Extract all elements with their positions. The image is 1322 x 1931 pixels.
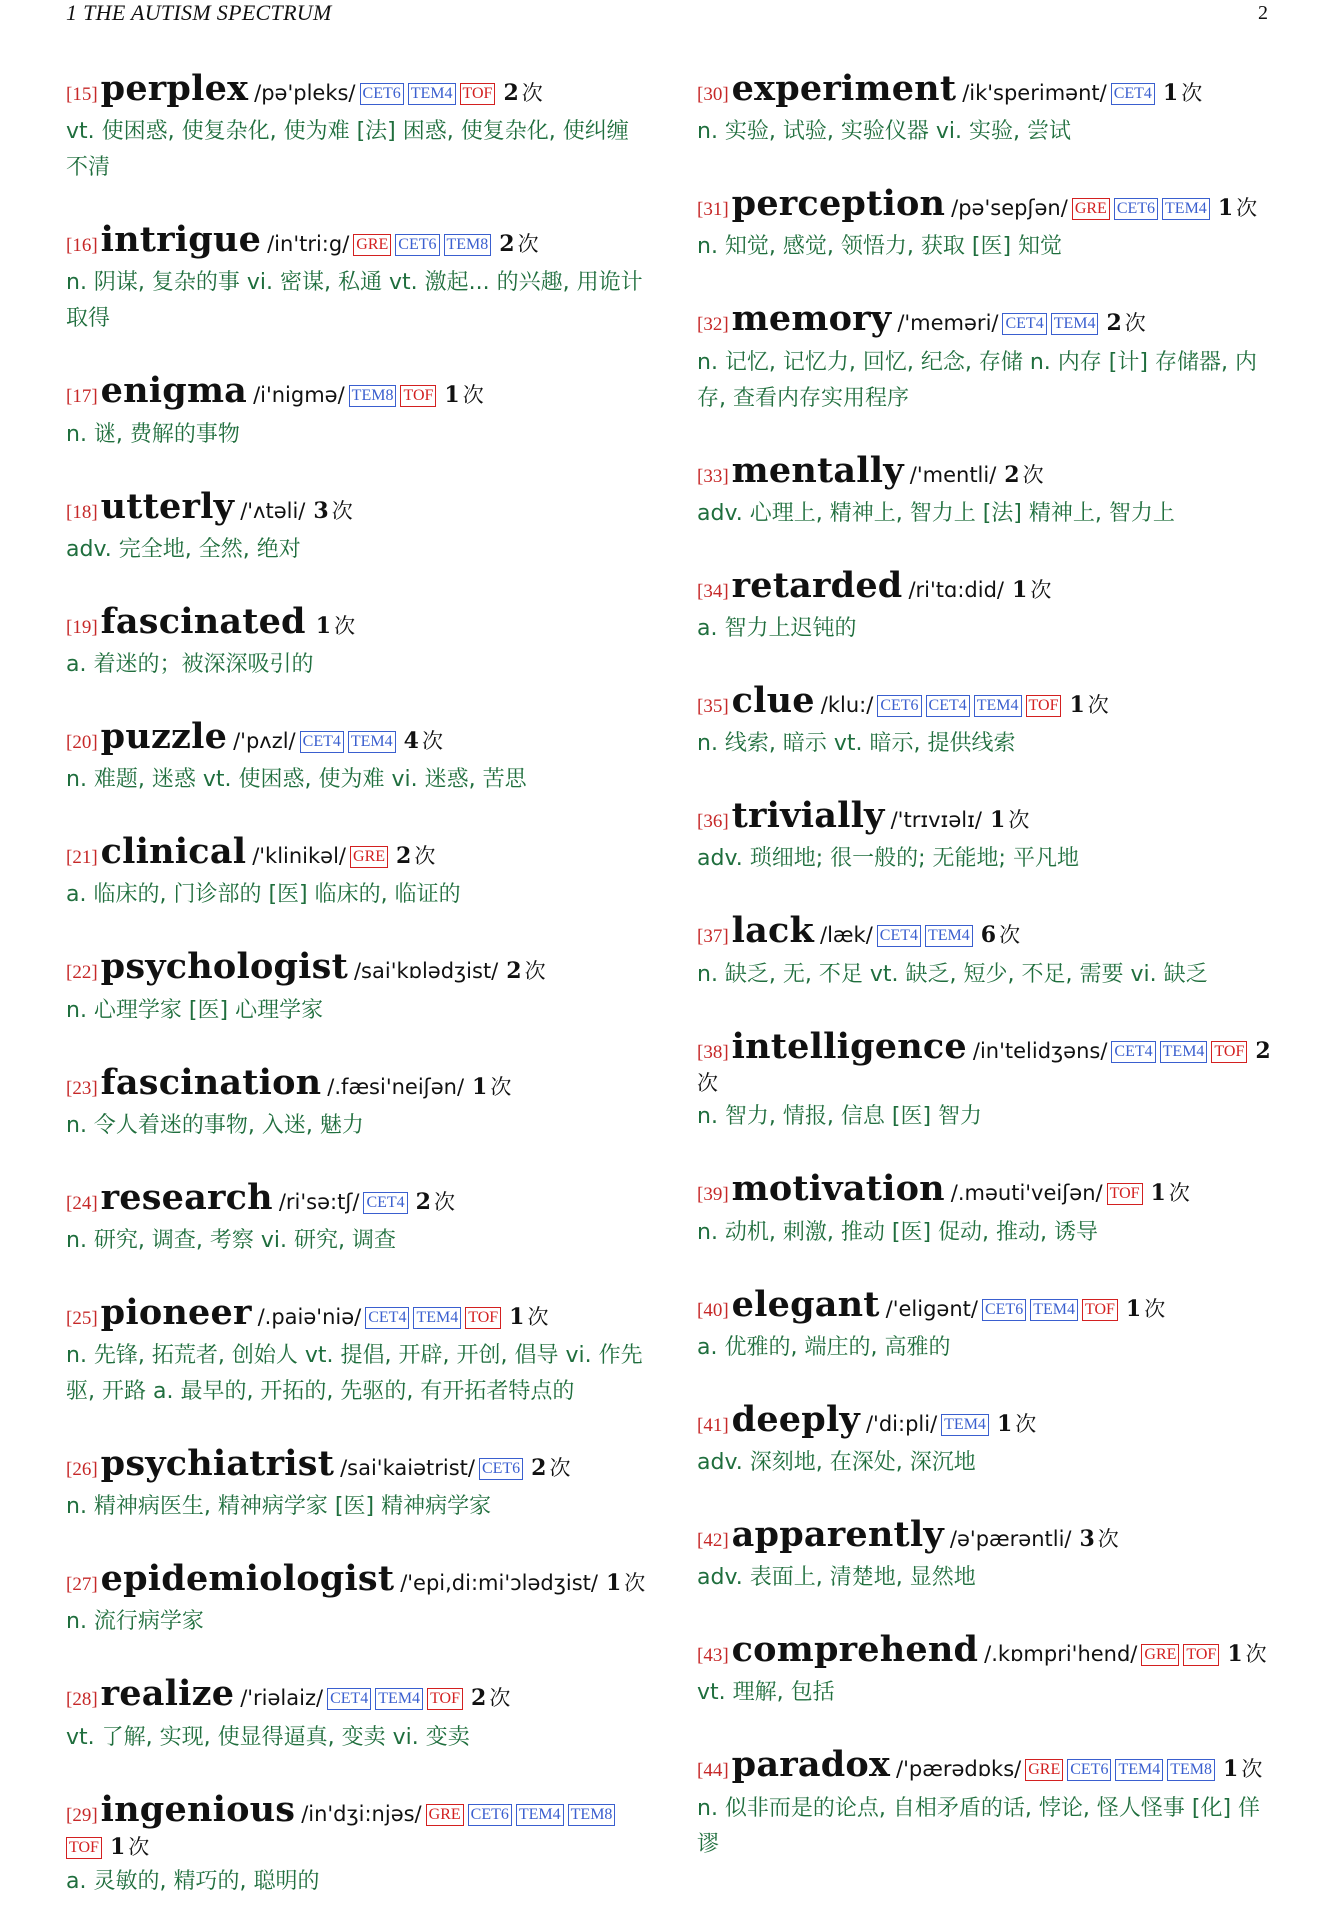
exam-tag: TOF [1211,1041,1247,1063]
frequency-unit: 次 [527,1304,549,1329]
exam-tag: TOF [427,1688,463,1710]
definition: vt. 了解, 实现, 使显得逼真, 变卖 vi. 变卖 [66,1724,470,1750]
exam-tag: TEM4 [348,731,396,753]
exam-tag: TEM4 [974,695,1022,717]
pronunciation: /'eligənt/ [885,1296,978,1321]
exam-tag: TEM8 [568,1804,616,1826]
entry-number: [32] [697,314,729,336]
entry-number: [29] [66,1804,98,1826]
definition: n. 线索, 暗示 vt. 暗示, 提供线索 [697,731,1016,757]
headword: fascinated [100,600,306,642]
pronunciation: /in'tri:g/ [267,232,350,257]
headword: deeply [731,1398,860,1440]
headword: puzzle [100,715,228,757]
frequency-count: 2 [1106,310,1122,337]
entry-number: [34] [697,580,729,602]
vocab-entry [66,1787,646,1900]
entry-number: [40] [697,1299,729,1321]
entry-number: [30] [697,84,729,105]
frequency-count: 2 [471,1685,487,1712]
exam-tag: CET4 [300,731,344,753]
vocab-entry [66,1290,646,1410]
definition: adv. 琐细地; 很一般的; 无能地; 平凡地 [697,846,1079,872]
frequency-unit: 次 [517,232,539,257]
entry-number: [25] [66,1307,98,1329]
entry-headline [697,1282,1277,1328]
pronunciation: /.məuti'veiʃən/ [950,1181,1103,1206]
entry-number: [19] [66,616,98,638]
vocab-entry [66,1175,646,1259]
headword: memory [731,298,892,340]
definition: adv. 心理上, 精神上, 智力上 [法] 精神上, 智力上 [697,500,1175,526]
pronunciation: /'trɪvɪəlɪ/ [890,808,982,833]
entry-headline [697,793,1277,839]
exam-tag: GRE [1072,198,1110,220]
right-column [697,66,1277,1894]
frequency-count: 1 [1227,1641,1243,1668]
frequency-count: 1 [1012,576,1028,603]
frequency-count: 1 [1125,1295,1142,1322]
frequency-count: 1 [605,1570,622,1597]
entry-headline [66,714,646,760]
headword: epidemiologist [100,1558,395,1600]
exam-tag: TEM4 [1162,198,1210,220]
frequency-unit: 次 [1236,196,1258,221]
definition: adv. 表面上, 清楚地, 显然地 [697,1565,976,1591]
frequency-unit: 次 [1087,692,1109,717]
pronunciation: /sai'kaiətrist/ [340,1456,475,1481]
pronunciation: /klu:/ [820,692,874,717]
entry-headline [697,1627,1277,1673]
exam-tag: CET6 [468,1804,512,1826]
entry-headline [697,908,1277,954]
pronunciation: /in'telidʒəns/ [972,1038,1108,1063]
exam-tag: TEM4 [1030,1299,1078,1321]
frequency-count: 3 [313,497,329,524]
entry-headline [697,1512,1277,1558]
frequency-unit: 次 [128,1834,150,1859]
vocab-entry [697,1627,1277,1711]
exam-tag: GRE [426,1804,464,1826]
definition: adv. 深刻地, 在深处, 深沉地 [697,1449,976,1475]
pronunciation: /ə'pærəntli/ [949,1526,1072,1551]
vocab-entry [66,1441,646,1525]
definition: n. 缺乏, 无, 不足 vt. 缺乏, 短少, 不足, 需要 vi. 缺乏 [697,961,1208,987]
headword: utterly [100,485,235,527]
vocab-entry [66,368,646,452]
entry-number: [23] [66,1077,98,1099]
definition: n. 令人着迷的事物, 入迷, 魅力 [66,1112,364,1138]
pronunciation: /'ʌtəli/ [240,498,306,523]
definition: a. 优雅的, 端庄的, 高雅的 [697,1334,951,1360]
entry-number: [20] [66,731,98,753]
definition: n. 知觉, 感觉, 领悟力, 获取 [医] 知觉 [697,234,1063,260]
entry-headline [66,1556,646,1602]
entry-number: [36] [697,811,729,833]
entry-headline [697,1166,1277,1212]
entry-headline [66,66,646,112]
exam-tag: TEM4 [375,1688,423,1710]
definition: adv. 完全地, 全然, 绝对 [66,536,301,562]
headword: psychiatrist [100,1443,335,1485]
frequency-count: 3 [1079,1525,1095,1552]
frequency-unit: 次 [1030,577,1052,602]
frequency-count: 1 [444,382,460,409]
exam-tag: TOF [66,1837,102,1859]
frequency-unit: 次 [1245,1642,1267,1667]
entry-number: [43] [697,1645,729,1667]
definition: n. 精神病医生, 精神病学家 [医] 精神病学家 [66,1494,492,1520]
frequency-count: 1 [315,612,332,639]
frequency-unit: 次 [433,1189,455,1214]
vocab-entry [697,1397,1277,1481]
headword: intrigue [100,219,262,261]
vocab-entry [697,448,1277,532]
headword: lack [731,910,814,952]
vocab-entry [66,1060,646,1144]
headword: perception [731,183,946,225]
frequency-unit: 次 [1144,1296,1166,1321]
frequency-unit: 次 [624,1571,646,1596]
vocab-entry [66,484,646,568]
frequency-unit: 次 [697,1070,718,1095]
vocab-entry [697,1166,1277,1250]
pronunciation: /.paiə'niə/ [257,1304,362,1329]
frequency-count: 2 [531,1455,547,1482]
frequency-unit: 次 [1008,808,1030,833]
frequency-unit: 次 [524,959,546,984]
frequency-count: 1 [996,1410,1013,1437]
entry-number: [35] [697,695,729,717]
frequency-unit: 次 [490,1074,512,1099]
exam-tag: TEM4 [1051,313,1099,335]
exam-tag: CET6 [479,1458,523,1480]
definition: n. 流行病学家 [66,1609,204,1635]
frequency-count: 1 [509,1303,525,1330]
frequency-unit: 次 [489,1686,511,1711]
pronunciation: /'meməri/ [897,311,999,336]
exam-tag: TEM4 [941,1414,989,1436]
exam-tag: TOF [1082,1299,1118,1321]
headword: apparently [731,1513,944,1555]
headword: clue [731,679,815,721]
entry-headline [66,368,646,414]
entry-headline [66,1290,646,1336]
frequency-count: 1 [472,1073,488,1100]
frequency-unit: 次 [1241,1757,1263,1782]
entry-headline [697,66,1277,112]
vocab-entry [697,908,1277,992]
vocab-entry [66,1556,646,1640]
entry-headline [66,944,646,990]
headword: pioneer [100,1291,252,1333]
headword: ingenious [100,1788,296,1830]
definition: n. 似非而是的论点, 自相矛盾的话, 悖论, 怪人怪事 [化] 佯谬 [697,1795,1261,1857]
vocab-entry [697,1512,1277,1596]
running-head: 1 THE AUTISM SPECTRUM [66,0,332,25]
frequency-unit: 次 [1168,1181,1190,1206]
vocab-entry [697,793,1277,877]
exam-tag: GRE [353,234,391,256]
frequency-count: 2 [506,958,522,985]
vocab-entry [697,66,1277,150]
frequency-unit: 次 [999,923,1021,948]
frequency-count: 1 [1069,691,1085,718]
vocab-entry [697,678,1277,762]
exam-tag: TEM4 [408,83,456,105]
headword: perplex [100,68,249,109]
exam-tag: GRE [1141,1644,1179,1666]
frequency-unit: 次 [1097,1526,1119,1551]
frequency-unit: 次 [421,728,443,753]
vocab-entry [66,944,646,1028]
headword: elegant [731,1283,880,1325]
headword: fascination [100,1061,322,1103]
exam-tag: TEM4 [516,1804,564,1826]
exam-tag: CET4 [327,1688,371,1710]
vocab-entry [697,1742,1277,1862]
entry-headline [697,563,1277,609]
pronunciation: /pə'pleks/ [254,81,356,105]
pronunciation: /ik'sperimənt/ [962,81,1107,105]
definition: n. 实验, 试验, 实验仪器 vi. 实验, 尝试 [697,119,1072,145]
headword: research [100,1176,273,1218]
exam-tag: GRE [350,846,388,868]
pronunciation: /'mentli/ [909,462,997,487]
frequency-unit: 次 [1015,1411,1037,1436]
entry-headline [66,1175,646,1221]
exam-tag: CET4 [1111,1041,1155,1063]
frequency-unit: 次 [1181,81,1203,105]
entry-number: [42] [697,1529,729,1551]
frequency-count: 2 [1004,461,1020,488]
entry-number: [41] [697,1414,729,1436]
vocab-entry [66,1671,646,1755]
pronunciation: /læk/ [820,923,873,948]
headword: clinical [100,831,247,873]
entry-headline [697,678,1277,724]
frequency-count: 2 [415,1188,431,1215]
exam-tag: CET6 [395,234,439,256]
definition: a. 临床的, 门诊部的 [医] 临床的, 临证的 [66,882,461,908]
definition: a. 智力上迟钝的 [697,615,857,641]
pronunciation: /ri'tɑ:did/ [908,577,1004,602]
entry-headline [66,1060,646,1106]
exam-tag: CET6 [1067,1759,1111,1781]
definition: n. 谜, 费解的事物 [66,421,240,447]
exam-tag: TOF [1183,1644,1219,1666]
entry-number: [21] [66,847,98,869]
vocab-entry [66,66,646,186]
frequency-count: 4 [403,727,419,754]
vocab-entry [697,563,1277,647]
entry-number: [37] [697,926,729,948]
entry-number: [38] [697,1041,729,1063]
frequency-unit: 次 [334,613,356,638]
vocab-entry [697,1282,1277,1366]
frequency-count: 2 [396,843,412,870]
vocab-entry [66,599,646,683]
headword: psychologist [100,946,348,988]
entry-number: [39] [697,1184,729,1206]
entry-number: [27] [66,1574,98,1596]
exam-tag: CET4 [926,695,970,717]
frequency-count: 1 [1162,80,1179,106]
page-number: 2 [1258,2,1268,24]
definition: vt. 理解, 包括 [697,1680,835,1706]
exam-tag: TEM4 [1160,1041,1208,1063]
frequency-unit: 次 [1022,462,1044,487]
exam-tag: CET6 [877,695,921,717]
pronunciation: /'pærədɒks/ [896,1757,1022,1782]
exam-tag: GRE [1025,1759,1063,1781]
entry-headline [66,829,646,875]
frequency-unit: 次 [331,498,353,523]
exam-tag: CET6 [1114,198,1158,220]
exam-tag: TEM8 [349,385,397,407]
left-column [66,66,646,1931]
exam-tag: CET4 [363,1192,407,1214]
exam-tag: TEM4 [925,925,973,947]
exam-tag: TOF [460,83,496,105]
entry-headline [66,1787,646,1862]
entry-number: [33] [697,465,729,487]
frequency-count: 6 [980,922,997,949]
pronunciation: /'epi,di:mi'ɔlədʒist/ [400,1571,598,1596]
definition: n. 难题, 迷惑 vt. 使困惑, 使为难 vi. 迷惑, 苦思 [66,767,527,793]
entry-number: [17] [66,386,98,408]
exam-tag: TEM8 [1167,1759,1215,1781]
headword: motivation [731,1168,945,1210]
entry-number: [15] [66,84,98,105]
entry-headline [697,296,1277,342]
frequency-count: 1 [1223,1756,1239,1783]
frequency-count: 1 [1150,1180,1166,1207]
pronunciation: /'di:pli/ [865,1411,938,1436]
exam-tag: CET6 [360,83,404,105]
definition: n. 动机, 刺激, 推动 [医] 促动, 推动, 诱导 [697,1219,1099,1245]
frequency-count: 1 [1217,195,1234,222]
pronunciation: /.fæsi'neiʃən/ [327,1074,465,1099]
exam-tag: TEM4 [413,1307,461,1329]
entry-headline [697,448,1277,494]
entry-headline [697,1397,1277,1443]
exam-tag: CET4 [1111,83,1155,105]
headword: mentally [731,449,904,491]
entry-headline [66,217,646,263]
headword: realize [100,1673,235,1715]
definition: a. 灵敏的, 精巧的, 聪明的 [66,1868,320,1894]
entry-number: [28] [66,1689,98,1711]
definition: n. 心理学家 [医] 心理学家 [66,997,324,1023]
entry-headline [66,599,646,645]
exam-tag: TEM4 [1115,1759,1163,1781]
headword: trivially [731,795,885,837]
frequency-unit: 次 [414,844,436,869]
entry-number: [44] [697,1760,729,1782]
frequency-unit: 次 [521,81,543,105]
vocab-entry [697,1024,1277,1136]
exam-tag: CET4 [365,1307,409,1329]
exam-tag: TOF [465,1307,501,1329]
pronunciation: /'pʌzl/ [233,728,296,753]
headword: comprehend [731,1629,979,1671]
entry-number: [26] [66,1459,98,1481]
definition: vt. 使困惑, 使复杂化, 使为难 [法] 困惑, 使复杂化, 使纠缠不清 [66,119,629,181]
pronunciation: /ri'sə:tʃ/ [278,1189,360,1214]
vocab-entry [697,181,1277,265]
definition: n. 研究, 调查, 考察 vi. 研究, 调查 [66,1227,397,1253]
exam-tag: TEM8 [444,234,492,256]
pronunciation: /'riəlaiz/ [240,1686,324,1711]
entry-number: [31] [697,199,729,221]
entry-headline [697,181,1277,227]
headword: retarded [731,564,903,606]
definition: n. 阴谋, 复杂的事 vi. 密谋, 私通 vt. 激起... 的兴趣, 用诡计取得 [66,270,643,332]
exam-tag: CET4 [1002,313,1046,335]
entry-headline [66,484,646,530]
vocab-entry [66,714,646,798]
exam-tag: TOF [400,385,436,407]
frequency-count: 1 [990,807,1006,834]
frequency-unit: 次 [462,383,484,408]
entry-headline [697,1024,1277,1098]
entry-headline [66,1671,646,1717]
exam-tag: TOF [1107,1183,1143,1205]
pronunciation: /.kɒmpri'hend/ [984,1642,1138,1667]
pronunciation: /sai'kɒlədʒist/ [353,959,499,984]
entry-headline [66,1441,646,1487]
exam-tag: CET4 [877,925,921,947]
entry-number: [18] [66,501,98,523]
headword: intelligence [731,1025,967,1067]
definition: n. 先锋, 拓荒者, 创始人 vt. 提倡, 开辟, 开创, 倡导 vi. 作先驱, 开路 a. 最早的, 开拓的, 先驱的, 有开拓者特点的 [66,1343,643,1405]
frequency-unit: 次 [1124,311,1146,336]
frequency-count: 1 [109,1833,126,1860]
vocab-entry [66,829,646,913]
vocab-entry [697,296,1277,416]
frequency-unit: 次 [549,1456,571,1481]
pronunciation: /i'nigmə/ [253,383,345,408]
entry-number: [16] [66,235,98,257]
entry-number: [22] [66,962,98,984]
headword: paradox [731,1744,891,1786]
frequency-count: 2 [1255,1037,1271,1064]
frequency-count: 2 [499,231,515,258]
frequency-count: 2 [503,80,519,106]
entry-number: [24] [66,1192,98,1214]
entry-headline [697,1742,1277,1788]
vocab-entry [66,217,646,337]
pronunciation: /pə'sepʃən/ [951,196,1068,221]
headword: enigma [100,370,248,412]
definition: a. 着迷的；被深深吸引的 [66,651,314,677]
definition: n. 智力, 情报, 信息 [医] 智力 [697,1104,983,1130]
definition: n. 记忆, 记忆力, 回忆, 纪念, 存储 n. 内存 [计] 存储器, 内存, 查看内存实用程序 [697,349,1257,411]
pronunciation: /in'dʒi:njəs/ [301,1801,422,1826]
pronunciation: /'klinikəl/ [252,844,347,869]
exam-tag: CET6 [982,1299,1026,1321]
headword: experiment [731,68,957,109]
exam-tag: TOF [1026,695,1062,717]
